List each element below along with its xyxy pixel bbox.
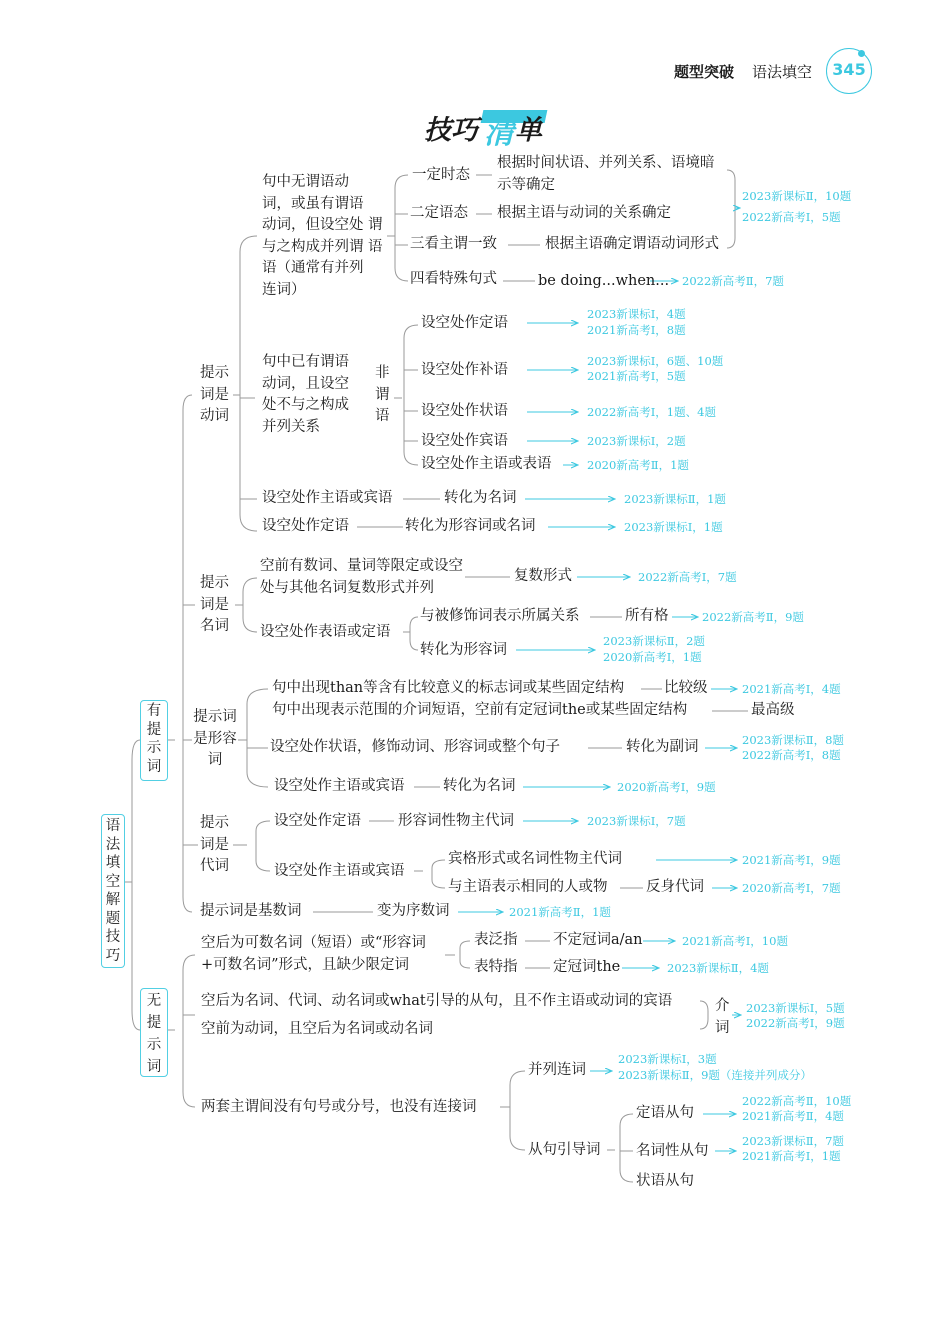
pron-attr-result: 形容词性物主代词 [398,813,514,829]
adj-label: 提示词是形容词 [193,709,237,768]
conj-coord: 并列连词 [528,1062,586,1078]
adj-item-3-cond: 设空处作状语，修饰动词、形容词或整个句子 [270,739,560,755]
noun-plural-ref: 2022新高考Ⅰ，7题 [638,570,737,584]
predicate-group-ref-2: 2022新高考Ⅰ，5题 [742,210,841,224]
pron-attr-ref: 2023新课标Ⅰ，7题 [587,814,686,828]
verb-other-2-result: 转化为形容词或名词 [405,518,536,534]
predicate-item-3-desc: 根据主语确定谓语动词形式 [545,236,719,252]
header-section: 题型突破 [674,63,735,81]
conj-sub-item-3: 状语从句 [636,1173,694,1189]
prep-cond-1: 空后为名词、代词、动名词或what引导的从句，且不作主语或动词的宾语 [201,993,673,1009]
adj-item-1-result: 比较级 [664,680,708,696]
num-result: 变为序数词 [377,903,450,919]
pron-subj-item-1-ref: 2021新高考Ⅰ，9题 [742,853,841,867]
no-hint-node [140,988,168,1077]
noun-pred-item-2-cond: 转化为形容词 [420,642,507,658]
predicate-item-4: 四看特殊句式 [410,271,497,287]
non-pred-item-3-ref-1: 2022新高考Ⅰ，1题、4题 [587,405,716,419]
pron-subj-item-1: 宾格形式或名词性物主代词 [448,851,622,867]
num-ref: 2021新高考Ⅱ，1题 [509,905,611,919]
conj-coord-ref-1: 2023新课标Ⅰ，3题 [618,1052,717,1066]
prep-cond-2: 空前为动词，且空后为名词或动名词 [201,1021,433,1037]
predicate-item-1: 一定时态 [412,167,470,183]
noun-plural-result: 复数形式 [514,568,572,584]
noun-pred-item-2-ref-1: 2023新课标Ⅱ，2题 [603,634,705,648]
non-pred-item-5-ref-1: 2020新高考Ⅱ，1题 [587,458,689,472]
predicate-label: 谓语 [368,217,383,255]
adj-item-4-cond: 设空处作主语或宾语 [274,778,405,794]
non-predicate-condition: 句中已有谓语动词，且设空处不与之构成并列关系 [262,354,349,435]
conj-sub-item-2: 名词性从句 [636,1143,709,1159]
adj-item-2-result: 最高级 [751,702,795,718]
adj-item-4-ref: 2020新高考Ⅰ，9题 [617,780,716,794]
adj-item-1-cond: 句中出现than等含有比较意义的标志词或某些固定结构 [272,680,625,696]
page-number: 345 [832,60,866,79]
noun-plural-cond: 空前有数词、量词等限定或设空处与其他名词复数形式并列 [260,558,463,596]
adj-item-2-cond: 句中出现表示范围的介词短语，空前有定冠词the或某些固定结构 [272,702,688,718]
conj-sub: 从句引导词 [528,1142,601,1158]
title-part3: 单 [515,115,542,146]
pron-subj-item-2-result: 反身代词 [646,879,704,895]
predicate-item-2-desc: 根据主语与动词的关系确定 [497,205,671,221]
pron-subj-item-2-ref: 2020新高考Ⅰ，7题 [742,881,841,895]
noun-label: 提示词是名词 [200,575,229,634]
article-item-1-ref: 2021新高考Ⅰ，10题 [682,934,788,948]
noun-pred-item-2-ref-2: 2020新高考Ⅰ，1题 [603,650,702,664]
article-item-1: 表泛指 [474,932,518,948]
article-item-1-result: 不定冠词a/an [553,932,643,948]
pron-subj-item-2: 与主语表示相同的人或物 [448,879,608,895]
has-hint-node [140,700,168,781]
root-label: 语法填空解题技巧 [105,818,121,964]
non-pred-item-1: 设空处作定语 [421,315,508,331]
non-pred-item-1-ref-2: 2021新高考Ⅰ，8题 [587,323,686,337]
header-topic: 语法填空 [752,63,813,81]
verb-label: 提示词是动词 [200,365,229,424]
adj-item-3-ref-2: 2022新高考Ⅰ，8题 [742,748,841,762]
adj-item-3-result: 转化为副词 [626,739,699,755]
non-pred-item-2-ref-2: 2021新高考Ⅰ，5题 [587,369,686,383]
no-hint-label: 无提示词 [146,993,162,1075]
num-label: 提示词是基数词 [200,903,302,919]
title-part2: 清 [484,116,514,151]
has-hint-label: 有提示词 [146,703,162,775]
verb-other-1-cond: 设空处作主语或宾语 [262,490,393,506]
predicate-item-2: 二定语态 [410,205,468,221]
non-pred-item-4: 设空处作宾语 [421,433,508,449]
conj-sub-item-1: 定语从句 [636,1105,694,1121]
predicate-group-ref-1: 2023新课标Ⅱ，10题 [742,189,852,203]
pron-label: 提示词是代词 [200,815,229,874]
prep-ref-1: 2023新课标Ⅰ，5题 [746,1001,845,1015]
non-pred-item-2-ref-1: 2023新课标Ⅰ，6题、10题 [587,354,724,368]
conj-sub-item-2-ref-2: 2021新高考Ⅰ，1题 [742,1149,841,1163]
non-pred-item-2: 设空处作补语 [421,362,508,378]
conj-coord-ref-2: 2023新课标Ⅱ，9题（连接并列成分） [618,1068,812,1082]
conj-sub-item-1-ref-1: 2022新高考Ⅱ，10题 [742,1094,852,1108]
predicate-item-1-desc: 根据时间状语、并列关系、语境暗示等确定 [497,155,715,193]
prep-label: 介词 [715,998,730,1036]
verb-other-1-result: 转化为名词 [444,490,517,506]
title-part1: 技巧 [424,115,478,146]
predicate-item-4-ref: 2022新高考Ⅱ，7题 [682,274,784,288]
conj-sub-item-2-ref-1: 2023新课标Ⅱ，7题 [742,1134,844,1148]
article-item-2-ref: 2023新课标Ⅱ，4题 [667,961,769,975]
conj-sub-item-1-ref-2: 2021新高考Ⅱ，4题 [742,1109,844,1123]
pron-attr-cond: 设空处作定语 [274,813,361,829]
noun-pred-item-1-result: 所有格 [625,608,669,624]
adj-item-1-ref: 2021新高考Ⅰ，4题 [742,682,841,696]
noun-pred-cond: 设空处作表语或定语 [260,624,391,640]
non-pred-item-4-ref-1: 2023新课标Ⅰ，2题 [587,434,686,448]
non-pred-item-5: 设空处作主语或表语 [421,456,552,472]
adj-item-4-result: 转化为名词 [443,778,516,794]
verb-other-1-ref: 2023新课标Ⅱ，1题 [624,492,726,506]
verb-other-2-cond: 设空处作定语 [262,518,349,534]
prep-ref-2: 2022新高考Ⅰ，9题 [746,1016,845,1030]
article-item-2-result: 定冠词the [553,959,621,975]
article-cond: 空后为可数名词（短语）或“形容词+可数名词”形式，且缺少限定词 [201,935,426,973]
noun-pred-item-1-ref: 2022新高考Ⅱ，9题 [702,610,804,624]
verb-other-2-ref: 2023新课标Ⅰ，1题 [624,520,723,534]
non-pred-item-1-ref-1: 2023新课标Ⅰ，4题 [587,307,686,321]
root-node [101,814,125,968]
predicate-item-4-desc: be doing...when... [538,273,670,289]
pron-subj-cond: 设空处作主语或宾语 [274,863,405,879]
non-predicate-label: 非谓语 [375,365,390,424]
noun-pred-item-1-cond: 与被修饰词表示所属关系 [420,608,580,624]
adj-item-3-ref-1: 2023新课标Ⅱ，8题 [742,733,844,747]
article-item-2: 表特指 [474,959,518,975]
predicate-item-3: 三看主谓一致 [410,236,497,252]
predicate-condition: 句中无谓语动词，或虽有谓语动词，但设空处与之构成并列谓语（通常有并列连词） [262,174,364,298]
non-pred-item-3: 设空处作状语 [421,403,508,419]
conj-cond: 两套主谓间没有句号或分号，也没有连接词 [201,1099,477,1115]
